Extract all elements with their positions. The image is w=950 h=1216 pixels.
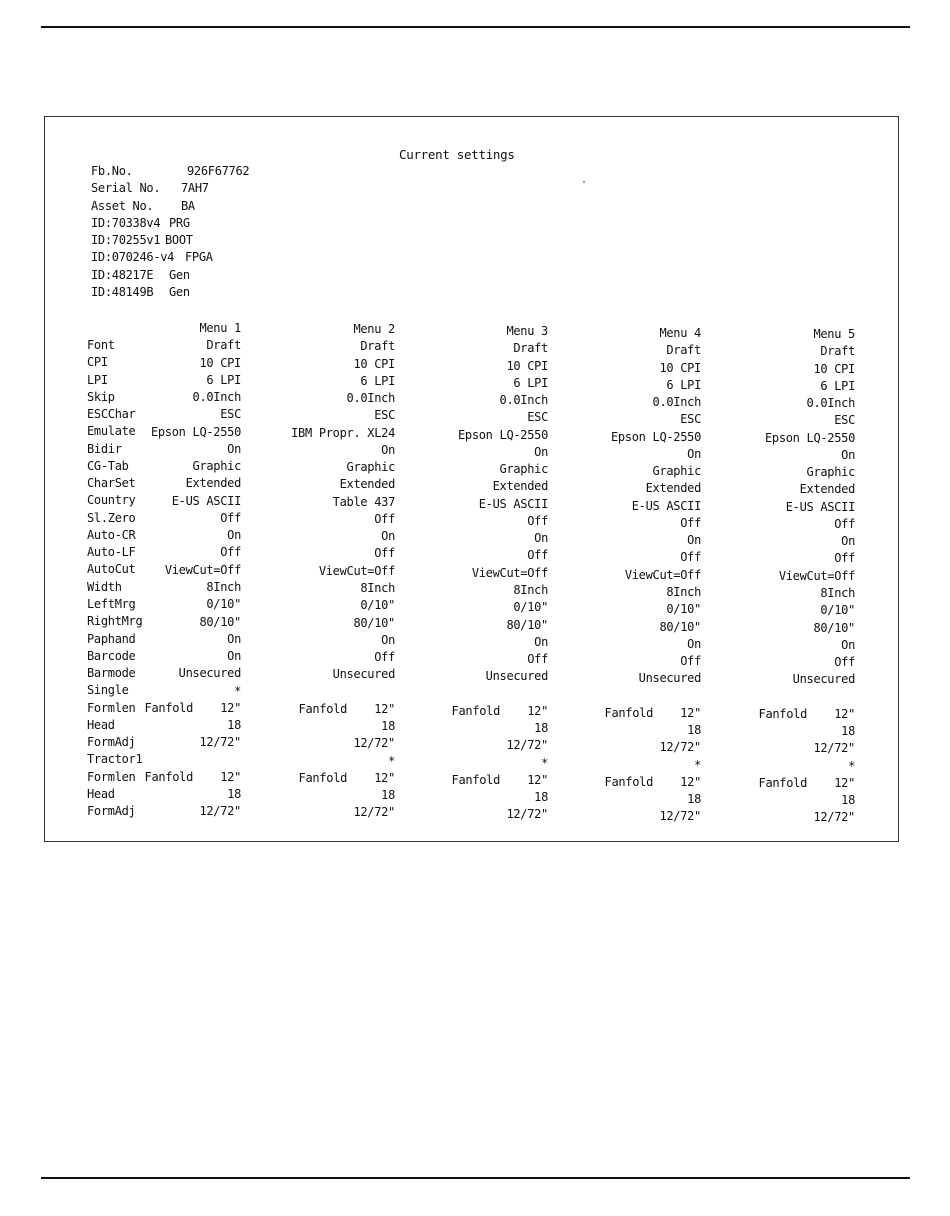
setting-value: Fanfold 12" bbox=[758, 775, 855, 790]
setting-value: 10 CPI bbox=[813, 361, 855, 376]
info-value: PRG bbox=[169, 215, 190, 230]
setting-value: Epson LQ-2550 bbox=[457, 427, 548, 442]
setting-value: On bbox=[534, 531, 548, 546]
info-value: FPGA bbox=[185, 250, 213, 265]
info-value: Gen bbox=[169, 267, 190, 282]
setting-value: On bbox=[534, 634, 548, 649]
info-row bbox=[91, 267, 249, 284]
setting-value: Extended bbox=[339, 477, 395, 492]
setting-value: Draft bbox=[666, 343, 701, 358]
setting-label: LPI bbox=[87, 372, 108, 387]
setting-value bbox=[605, 688, 701, 705]
setting-value: E-US ASCII bbox=[171, 493, 241, 508]
setting-label: Font bbox=[87, 338, 115, 352]
menu-4-column bbox=[605, 325, 701, 826]
setting-value: 18 bbox=[534, 721, 548, 736]
setting-value: 8Inch bbox=[360, 580, 395, 595]
info-value: Gen bbox=[169, 285, 190, 300]
setting-value: 10 CPI bbox=[659, 360, 701, 375]
setting-value: 12/72" bbox=[659, 809, 701, 824]
menu-header: Menu 3 bbox=[506, 324, 548, 338]
setting-value: Fanfold 12" bbox=[298, 770, 395, 785]
setting-value: ESC bbox=[680, 412, 701, 427]
setting-label: CG-Tab bbox=[87, 458, 129, 473]
setting-label: ESCChar bbox=[87, 407, 136, 422]
scan-speck bbox=[583, 181, 585, 183]
setting-value: On bbox=[687, 636, 701, 651]
setting-value: Fanfold 12" bbox=[451, 703, 548, 718]
setting-value: * bbox=[388, 753, 395, 768]
setting-value: ESC bbox=[834, 413, 855, 428]
setting-value bbox=[145, 752, 241, 769]
menu-2-column bbox=[291, 321, 395, 822]
setting-label: CPI bbox=[87, 355, 108, 370]
setting-value: On bbox=[227, 528, 241, 543]
setting-label: Auto-CR bbox=[87, 527, 136, 542]
setting-value: 0.0Inch bbox=[192, 390, 241, 405]
setting-value: 10 CPI bbox=[353, 356, 395, 371]
info-value: BA bbox=[181, 198, 195, 213]
setting-label: Head bbox=[87, 786, 115, 801]
setting-value: Unsecured bbox=[178, 666, 241, 681]
setting-value: 0/10" bbox=[360, 598, 395, 613]
info-row bbox=[91, 249, 249, 266]
setting-value: Draft bbox=[360, 339, 395, 354]
setting-label: CharSet bbox=[87, 476, 136, 491]
setting-label: Bidir bbox=[87, 441, 122, 456]
setting-value: On bbox=[841, 534, 855, 549]
setting-value: On bbox=[381, 442, 395, 457]
setting-value: Unsecured bbox=[332, 667, 395, 682]
setting-value: E-US ASCII bbox=[785, 499, 855, 514]
setting-value: 80/10" bbox=[506, 617, 548, 632]
info-row bbox=[91, 180, 249, 197]
menu-3-column bbox=[452, 323, 548, 824]
setting-value: 18 bbox=[687, 723, 701, 738]
setting-value: E-US ASCII bbox=[478, 496, 548, 511]
setting-label: FormAdj bbox=[87, 804, 136, 819]
setting-value: Epson LQ-2550 bbox=[610, 429, 701, 444]
setting-value: ViewCut=Off bbox=[778, 568, 855, 583]
setting-value: 0.0Inch bbox=[652, 395, 701, 410]
setting-value: 6 LPI bbox=[206, 372, 241, 387]
info-row bbox=[91, 163, 249, 180]
setting-value: ESC bbox=[374, 408, 395, 423]
setting-value: 8Inch bbox=[666, 584, 701, 599]
setting-value: Unsecured bbox=[485, 669, 548, 684]
setting-value: 0.0Inch bbox=[346, 391, 395, 406]
setting-value: * bbox=[541, 755, 548, 770]
menu-header: Menu 4 bbox=[659, 326, 701, 340]
setting-value: Off bbox=[527, 513, 548, 528]
setting-value: 0/10" bbox=[206, 597, 241, 612]
setting-value: Epson LQ-2550 bbox=[764, 430, 855, 445]
setting-value: Graphic bbox=[499, 462, 548, 477]
setting-label: Single bbox=[87, 683, 129, 698]
setting-value: Draft bbox=[513, 341, 548, 356]
info-key: ID:48217E bbox=[91, 267, 154, 282]
setting-value: 12/72" bbox=[659, 740, 701, 755]
setting-value: 6 LPI bbox=[360, 373, 395, 388]
setting-value: 12/72" bbox=[506, 807, 548, 822]
setting-value: Extended bbox=[492, 479, 548, 494]
setting-value: Extended bbox=[185, 476, 241, 491]
setting-value: 12/72" bbox=[353, 805, 395, 820]
setting-value: 18 bbox=[687, 792, 701, 807]
setting-value: Graphic bbox=[192, 459, 241, 474]
setting-label: Tractor1 bbox=[87, 752, 143, 767]
setting-value: 12/72" bbox=[199, 804, 241, 819]
setting-value: * bbox=[234, 683, 241, 698]
setting-value: 18 bbox=[534, 790, 548, 805]
setting-label: Auto-LF bbox=[87, 545, 136, 560]
setting-value: 12/72" bbox=[506, 738, 548, 753]
setting-value: Off bbox=[374, 546, 395, 561]
setting-value: Off bbox=[374, 511, 395, 526]
setting-value: Fanfold 12" bbox=[451, 772, 548, 787]
setting-value: 8Inch bbox=[820, 585, 855, 600]
setting-value bbox=[452, 686, 548, 703]
setting-label: Barcode bbox=[87, 648, 136, 663]
setting-value: 12/72" bbox=[813, 810, 855, 825]
setting-value: 12/72" bbox=[199, 735, 241, 750]
setting-value: 80/10" bbox=[659, 619, 701, 634]
setting-value: Draft bbox=[820, 344, 855, 359]
setting-value: Extended bbox=[799, 482, 855, 497]
setting-value: 80/10" bbox=[353, 615, 395, 630]
setting-value: Off bbox=[834, 655, 855, 670]
menu-header: Menu 2 bbox=[353, 322, 395, 336]
setting-value: Graphic bbox=[652, 464, 701, 479]
setting-value: Off bbox=[680, 654, 701, 669]
settings-printout bbox=[44, 116, 899, 842]
setting-value: ViewCut=Off bbox=[164, 562, 241, 577]
menu-1-column bbox=[145, 320, 241, 821]
setting-value: 0/10" bbox=[513, 600, 548, 615]
setting-value: 18 bbox=[381, 719, 395, 734]
setting-value: On bbox=[381, 529, 395, 544]
setting-value: Off bbox=[220, 545, 241, 560]
info-key: ID:070246-v4 bbox=[91, 250, 175, 265]
setting-value: 10 CPI bbox=[199, 355, 241, 370]
printout-title: Current settings bbox=[399, 147, 515, 162]
setting-value: Fanfold 12" bbox=[144, 769, 241, 784]
setting-value: On bbox=[534, 444, 548, 459]
setting-value: Graphic bbox=[806, 465, 855, 480]
setting-value: Fanfold 12" bbox=[758, 706, 855, 721]
info-row bbox=[91, 232, 249, 249]
setting-value: Off bbox=[834, 551, 855, 566]
setting-value: On bbox=[841, 447, 855, 462]
info-key: Fb.No. bbox=[91, 164, 133, 178]
setting-label: Formlen bbox=[87, 700, 136, 715]
setting-value: Fanfold 12" bbox=[298, 701, 395, 716]
info-key: ID:48149B bbox=[91, 285, 154, 300]
setting-value: 0.0Inch bbox=[499, 393, 548, 408]
setting-label: LeftMrg bbox=[87, 596, 136, 611]
setting-value: Off bbox=[680, 515, 701, 530]
setting-label: Sl.Zero bbox=[87, 510, 136, 525]
setting-value: 18 bbox=[227, 787, 241, 802]
setting-value: ESC bbox=[220, 407, 241, 422]
setting-value: Extended bbox=[645, 481, 701, 496]
setting-value: Off bbox=[374, 650, 395, 665]
setting-value: ViewCut=Off bbox=[318, 563, 395, 578]
setting-label: Skip bbox=[87, 389, 115, 404]
setting-value: Unsecured bbox=[638, 671, 701, 686]
setting-value: Epson LQ-2550 bbox=[150, 424, 241, 439]
setting-value: On bbox=[227, 631, 241, 646]
setting-value: ESC bbox=[527, 410, 548, 425]
info-key: ID:70338v4 bbox=[91, 215, 161, 230]
setting-value: Off bbox=[834, 516, 855, 531]
setting-value: Fanfold 12" bbox=[604, 774, 701, 789]
menu-header: Menu 1 bbox=[199, 321, 241, 335]
setting-label: Barmode bbox=[87, 666, 136, 681]
setting-label: Head bbox=[87, 717, 115, 732]
setting-label: AutoCut bbox=[87, 562, 136, 577]
setting-value: Off bbox=[220, 510, 241, 525]
setting-label: Emulate bbox=[87, 424, 136, 439]
setting-value: Fanfold 12" bbox=[144, 700, 241, 715]
setting-value: 0/10" bbox=[820, 603, 855, 618]
setting-value: 18 bbox=[381, 788, 395, 803]
setting-label: Paphand bbox=[87, 631, 136, 646]
setting-label: RightMrg bbox=[87, 614, 143, 629]
setting-value: 80/10" bbox=[199, 614, 241, 629]
info-row bbox=[91, 198, 249, 215]
setting-value: 18 bbox=[227, 718, 241, 733]
setting-value: * bbox=[694, 757, 701, 772]
setting-value: Fanfold 12" bbox=[604, 705, 701, 720]
setting-value: 12/72" bbox=[353, 736, 395, 751]
setting-value: Unsecured bbox=[792, 672, 855, 687]
setting-labels bbox=[87, 337, 142, 820]
setting-value: 10 CPI bbox=[506, 358, 548, 373]
setting-label: Country bbox=[87, 493, 136, 508]
info-value: BOOT bbox=[165, 233, 193, 248]
setting-value: On bbox=[227, 441, 241, 456]
setting-value: 6 LPI bbox=[513, 375, 548, 390]
setting-value: 0/10" bbox=[666, 602, 701, 617]
info-key: Serial No. bbox=[91, 181, 161, 196]
setting-value: IBM Propr. XL24 bbox=[291, 425, 395, 440]
setting-value: Off bbox=[527, 548, 548, 563]
setting-value: 18 bbox=[841, 793, 855, 808]
setting-value: Graphic bbox=[346, 460, 395, 475]
info-value: 7AH7 bbox=[181, 181, 209, 196]
setting-value: E-US ASCII bbox=[631, 498, 701, 513]
setting-value: 18 bbox=[841, 724, 855, 739]
setting-value: On bbox=[841, 637, 855, 652]
menu-5-column bbox=[759, 326, 855, 827]
setting-label: Formlen bbox=[87, 769, 136, 784]
setting-label: FormAdj bbox=[87, 735, 136, 750]
menu-header: Menu 5 bbox=[813, 327, 855, 341]
info-row bbox=[91, 215, 249, 232]
setting-value: 80/10" bbox=[813, 620, 855, 635]
info-value: 926F67762 bbox=[187, 164, 250, 178]
info-key: ID:70255v1 bbox=[91, 233, 161, 248]
setting-value: On bbox=[687, 446, 701, 461]
setting-value bbox=[759, 689, 855, 706]
setting-value: ViewCut=Off bbox=[624, 567, 701, 582]
setting-value: 6 LPI bbox=[820, 378, 855, 393]
info-key: Asset No. bbox=[91, 198, 154, 213]
setting-value: On bbox=[687, 533, 701, 548]
setting-value: 0.0Inch bbox=[806, 396, 855, 411]
device-info bbox=[91, 163, 249, 301]
setting-value: 12/72" bbox=[813, 741, 855, 756]
top-rule bbox=[41, 26, 910, 28]
setting-value: ViewCut=Off bbox=[471, 565, 548, 580]
setting-value: On bbox=[381, 632, 395, 647]
bottom-rule bbox=[41, 1177, 910, 1179]
setting-value: Off bbox=[680, 550, 701, 565]
setting-value: 6 LPI bbox=[666, 377, 701, 392]
setting-value: Table 437 bbox=[332, 494, 395, 509]
info-row bbox=[91, 284, 249, 301]
setting-label: Width bbox=[87, 579, 122, 594]
setting-value: Draft bbox=[206, 338, 241, 353]
setting-value bbox=[291, 684, 395, 701]
setting-value: * bbox=[848, 758, 855, 773]
setting-value: On bbox=[227, 649, 241, 664]
setting-value: 8Inch bbox=[206, 579, 241, 594]
setting-value: 8Inch bbox=[513, 582, 548, 597]
setting-value: Off bbox=[527, 652, 548, 667]
